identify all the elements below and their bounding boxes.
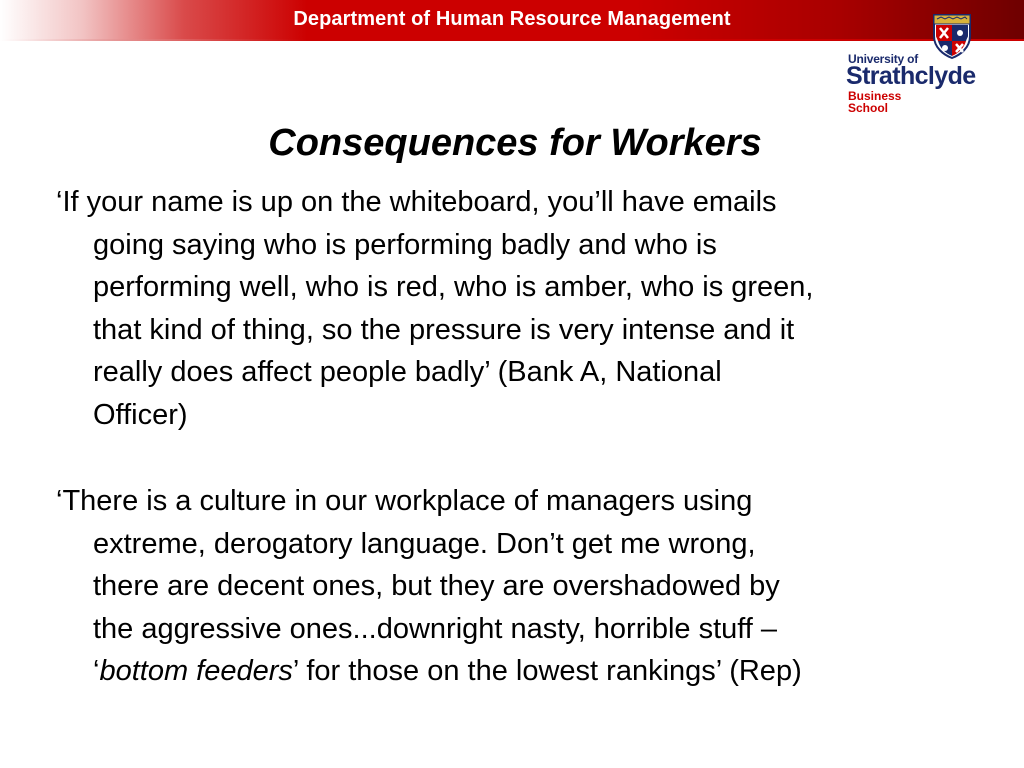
logo-strathclyde: Strathclyde (846, 62, 976, 90)
crest-icon (928, 10, 976, 60)
quote-line: Officer) (93, 398, 188, 431)
logo-business: Business (848, 89, 902, 103)
slide-title: Consequences for Workers (268, 122, 762, 164)
quote-open-mark: ‘ (93, 655, 100, 687)
quote-bank-a (56, 181, 986, 436)
quote-line: ‘If your name is up on the whiteboard, you’ll have emails (56, 186, 777, 218)
quote-rep (56, 480, 986, 693)
university-logo (844, 10, 994, 120)
quote-emphasis: bottom feeders (99, 655, 293, 687)
quote-line: performing well, who is red, who is amber, who is green, (93, 271, 814, 303)
quote-last-line (56, 650, 986, 693)
quote-line: going saying who is performing badly and who is (93, 228, 717, 261)
logo-school: School (848, 101, 889, 115)
quote-line: there are decent ones, but they are overshadowed by (93, 570, 780, 602)
quote-rest: ’ for those on the lowest rankings’ (Rep) (292, 655, 802, 687)
quote-line: really does affect people badly’ (Bank A, National (93, 356, 722, 388)
logo-business-school (848, 90, 918, 114)
quote-line: that kind of thing, so the pressure is very intense and it (93, 313, 795, 346)
quote-line: extreme, derogatory language. Don’t get me wrong, (93, 527, 756, 560)
department-title-text: Department of Human Resource Management (293, 8, 731, 30)
quote-line: the aggressive ones...downright nasty, horrible stuff – (93, 612, 778, 645)
quote-line: ‘There is a culture in our workplace of managers using (56, 485, 753, 517)
logo-university-of: University of (848, 52, 919, 66)
